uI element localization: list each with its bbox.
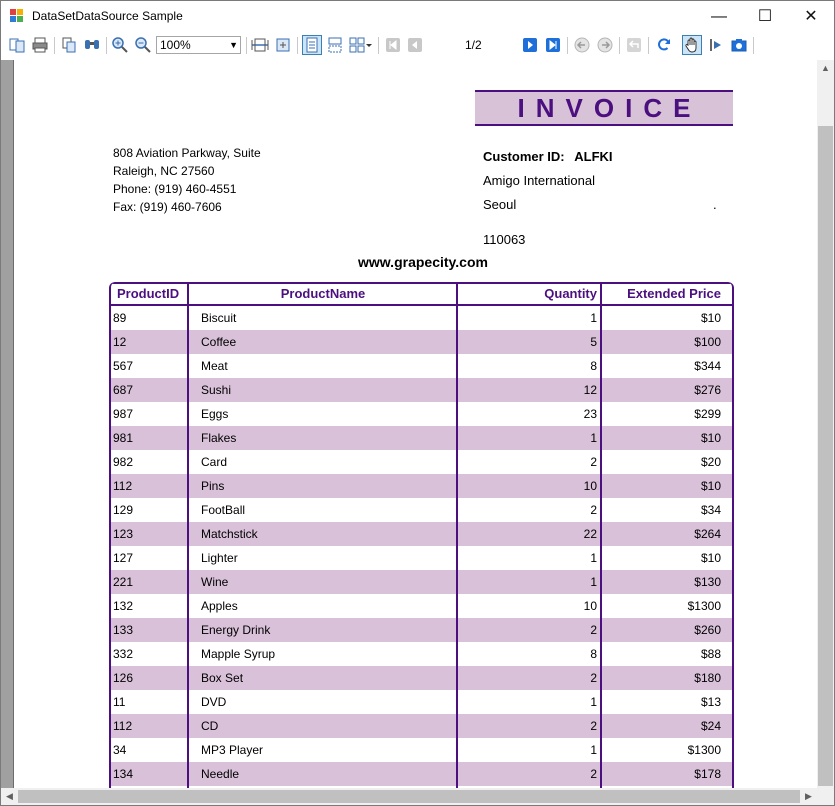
cell-productname: Coffee <box>201 335 237 349</box>
cell-productid: 126 <box>113 671 134 685</box>
cell-productname: Apples <box>201 599 238 613</box>
table-row <box>111 426 732 450</box>
toolbar-separator <box>619 37 620 54</box>
page-shadow <box>1 60 13 788</box>
cell-productid: 34 <box>113 743 127 757</box>
customer-id-label: Customer ID: <box>483 149 565 164</box>
cell-productid: 133 <box>113 623 134 637</box>
cell-quantity: 2 <box>590 671 597 685</box>
customer-postal: 110063 <box>483 232 526 247</box>
cell-extended-price: $180 <box>694 671 721 685</box>
print-icon[interactable] <box>31 36 49 54</box>
table-row <box>111 762 732 786</box>
toolbar-separator <box>246 37 247 54</box>
vertical-scrollbar[interactable] <box>817 60 834 788</box>
cell-productname: Eggs <box>201 407 229 421</box>
table-row <box>111 498 732 522</box>
cell-productname: Biscuit <box>201 311 237 325</box>
table-row <box>111 546 732 570</box>
table-row <box>111 690 732 714</box>
customer-city: Seoul <box>483 197 517 212</box>
fit-width-icon[interactable] <box>251 36 269 54</box>
column-header-productname: ProductName <box>280 286 366 301</box>
address-line: Fax: (919) 460-7606 <box>113 200 222 214</box>
cell-productid: 982 <box>113 455 134 469</box>
close-button[interactable]: ✕ <box>804 8 818 25</box>
address-line: Raleigh, NC 27560 <box>113 164 215 178</box>
cell-productid: 12 <box>113 335 127 349</box>
copy-icon[interactable] <box>60 36 78 54</box>
table-row <box>111 306 732 330</box>
first-page-icon[interactable] <box>384 36 402 54</box>
cell-productname: Lighter <box>201 551 238 565</box>
scroll-up-icon[interactable]: ▲ <box>821 63 830 73</box>
pan-hand-icon[interactable] <box>683 36 701 54</box>
products-table <box>109 282 734 788</box>
table-row <box>111 522 732 546</box>
cell-extended-price: $1300 <box>687 743 721 757</box>
scroll-right-icon[interactable]: ▶ <box>805 791 812 801</box>
cell-quantity: 12 <box>583 383 597 397</box>
table-row <box>111 642 732 666</box>
cell-productid: 221 <box>113 575 134 589</box>
zoom-select[interactable] <box>156 36 241 54</box>
snapshot-icon[interactable] <box>730 36 748 54</box>
window-title: DataSetDataSource Sample <box>32 9 183 23</box>
cell-productid: 132 <box>113 599 134 613</box>
cell-extended-price: $276 <box>694 383 721 397</box>
cell-quantity: 10 <box>583 479 597 493</box>
cell-extended-price: $178 <box>694 767 721 781</box>
cell-extended-price: $264 <box>694 527 721 541</box>
chevron-down-icon: ▼ <box>229 40 238 50</box>
toolbar-separator <box>106 37 107 54</box>
cell-productid: 112 <box>113 719 133 733</box>
table-row <box>111 402 732 426</box>
cell-extended-price: $34 <box>700 503 721 517</box>
zoom-out-icon[interactable] <box>134 36 152 54</box>
report-viewer[interactable] <box>1 60 817 788</box>
cell-productname: Box Set <box>201 671 244 685</box>
cell-extended-price: $1300 <box>687 599 721 613</box>
zoom-in-icon[interactable] <box>111 36 129 54</box>
table-row <box>111 474 732 498</box>
cell-quantity: 1 <box>590 551 597 565</box>
minimize-button[interactable]: — <box>711 8 727 25</box>
cell-quantity: 23 <box>583 407 597 421</box>
column-header-extended-price: Extended Price <box>627 286 721 301</box>
next-page-icon[interactable] <box>521 36 539 54</box>
cell-productid: 987 <box>113 407 134 421</box>
address-line: 808 Aviation Parkway, Suite <box>113 146 261 160</box>
cell-productid: 11 <box>113 695 126 709</box>
customer-city-dot: . <box>713 197 717 212</box>
horizontal-scroll-thumb[interactable] <box>18 790 800 803</box>
fit-page-icon[interactable] <box>274 36 292 54</box>
back-icon[interactable] <box>573 36 591 54</box>
cell-productname: Energy Drink <box>201 623 271 637</box>
invoice-heading-box <box>475 90 733 126</box>
cell-productname: Needle <box>201 767 240 781</box>
customer-id-line <box>483 149 613 164</box>
cell-productid: 127 <box>113 551 134 565</box>
cell-quantity: 1 <box>590 743 597 757</box>
table-row <box>111 666 732 690</box>
table-row <box>111 354 732 378</box>
table-row <box>111 450 732 474</box>
table-row <box>111 594 732 618</box>
cell-extended-price: $10 <box>700 551 721 565</box>
cell-productname: Card <box>201 455 228 469</box>
cell-quantity: 2 <box>590 455 597 469</box>
invoice-heading: INVOICE <box>517 93 702 123</box>
cell-quantity: 1 <box>590 695 597 709</box>
cell-extended-price: $100 <box>694 335 721 349</box>
continuous-icon[interactable] <box>326 36 344 54</box>
cell-productid: 687 <box>113 383 134 397</box>
cell-quantity: 5 <box>590 335 597 349</box>
cell-productname: Matchstick <box>201 527 258 541</box>
table-row <box>111 378 732 402</box>
cell-quantity: 1 <box>590 431 597 445</box>
cell-productid: 567 <box>113 359 134 373</box>
column-divider <box>456 282 458 788</box>
selection-icon[interactable] <box>707 36 725 54</box>
table-row <box>111 738 732 762</box>
toc-icon[interactable] <box>8 36 26 54</box>
cell-quantity: 2 <box>590 503 597 517</box>
cell-extended-price: $13 <box>700 695 721 709</box>
scroll-left-icon[interactable]: ◀ <box>6 791 13 801</box>
page-indicator[interactable]: 1/2 <box>465 38 482 52</box>
cell-quantity: 8 <box>590 359 597 373</box>
cell-productname: DVD <box>201 695 227 709</box>
table-row <box>111 330 732 354</box>
horizontal-scrollbar[interactable] <box>1 788 817 805</box>
app-icon <box>10 9 24 23</box>
find-icon[interactable] <box>83 36 101 54</box>
cell-quantity: 2 <box>590 719 597 733</box>
cell-productname: Flakes <box>201 431 237 445</box>
column-header-productid: ProductID <box>117 286 180 301</box>
toolbar <box>1 32 834 60</box>
cell-productid: 332 <box>113 647 134 661</box>
cell-quantity: 2 <box>590 623 597 637</box>
cell-productname: Meat <box>201 359 228 373</box>
cell-quantity: 2 <box>590 767 597 781</box>
cell-productid: 129 <box>113 503 134 517</box>
forward-icon[interactable] <box>596 36 614 54</box>
cell-extended-price: $130 <box>694 575 721 589</box>
column-divider <box>187 282 189 788</box>
toolbar-separator <box>753 37 754 54</box>
maximize-button[interactable]: ☐ <box>757 8 773 25</box>
column-divider <box>600 282 602 788</box>
cell-productname: Sushi <box>201 383 232 397</box>
cell-productname: Pins <box>201 479 225 493</box>
customer-id-value: ALFKI <box>574 149 613 164</box>
customer-company: Amigo International <box>483 173 596 188</box>
last-page-icon[interactable] <box>544 36 562 54</box>
zoom-value: 100% <box>160 38 191 52</box>
cell-extended-price: $10 <box>700 479 721 493</box>
vertical-scroll-thumb[interactable] <box>818 126 833 786</box>
cell-quantity: 1 <box>590 575 597 589</box>
refresh-icon[interactable] <box>655 36 673 54</box>
table-header <box>111 282 732 306</box>
cell-extended-price: $88 <box>700 647 721 661</box>
toolbar-separator <box>567 37 568 54</box>
cell-productname: Wine <box>201 575 229 589</box>
cell-productname: FootBall <box>201 503 246 517</box>
cell-extended-price: $260 <box>694 623 721 637</box>
title-bar <box>1 1 834 32</box>
scroll-corner <box>817 788 834 805</box>
cell-productname: CD <box>201 719 219 733</box>
cell-extended-price: $10 <box>700 311 721 325</box>
cell-extended-price: $20 <box>700 455 721 469</box>
previous-page-icon[interactable] <box>406 36 424 54</box>
table-row <box>111 714 732 738</box>
column-header-quantity: Quantity <box>544 286 597 301</box>
table-row <box>111 570 732 594</box>
cell-productid: 981 <box>113 431 134 445</box>
cell-productid: 134 <box>113 767 134 781</box>
cell-quantity: 10 <box>583 599 597 613</box>
toolbar-separator <box>378 37 379 54</box>
cell-quantity: 8 <box>590 647 597 661</box>
multipage-icon[interactable] <box>349 36 373 54</box>
toolbar-separator <box>54 37 55 54</box>
back-to-parent-icon[interactable] <box>625 36 643 54</box>
cell-extended-price: $299 <box>694 407 721 421</box>
cell-quantity: 22 <box>583 527 597 541</box>
cell-productname: Mapple Syrup <box>201 647 276 661</box>
cell-productid: 123 <box>113 527 134 541</box>
cell-productid: 89 <box>113 311 127 325</box>
address-line: Phone: (919) 460-4551 <box>113 182 237 196</box>
cell-productname: MP3 Player <box>201 743 264 757</box>
cell-quantity: 1 <box>590 311 597 325</box>
cell-extended-price: $344 <box>694 359 721 373</box>
cell-extended-price: $10 <box>700 431 721 445</box>
cell-extended-price: $24 <box>700 719 721 733</box>
toolbar-separator <box>297 37 298 54</box>
toolbar-separator <box>648 37 649 54</box>
website-link: www.grapecity.com <box>358 254 488 270</box>
table-row <box>111 618 732 642</box>
cell-productid: 112 <box>113 479 133 493</box>
single-page-icon[interactable] <box>303 36 321 54</box>
